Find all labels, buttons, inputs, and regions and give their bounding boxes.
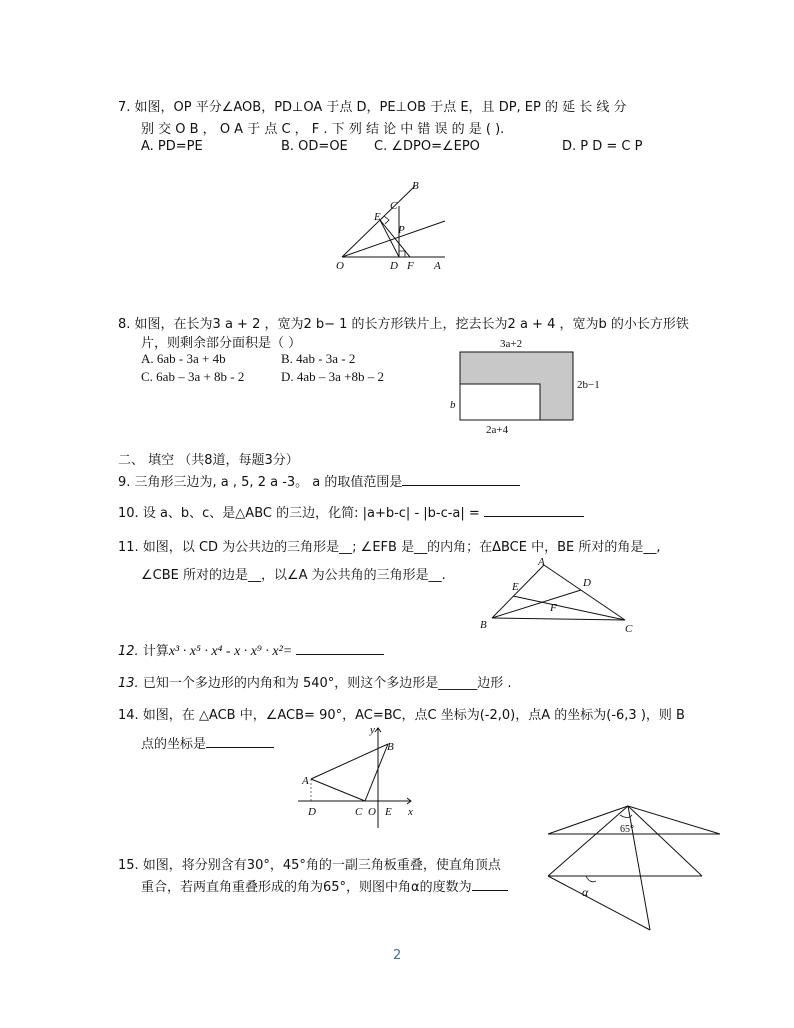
q14-label-e: E bbox=[385, 806, 392, 818]
q12-number: 12. bbox=[118, 644, 139, 659]
q10-text bbox=[118, 502, 584, 521]
q15-line1: 15. 如图，将分别含有30°，45°角的一副三角板重叠，使直角顶点 bbox=[118, 858, 501, 873]
q15-line2: 重合，若两直角重叠形成的角为65°，则图中角α的度数为 bbox=[141, 880, 472, 895]
q7-option-d: D. P D = C P bbox=[562, 139, 643, 154]
q7-label-e: E bbox=[374, 211, 381, 223]
q7-line2: 别 交 O B ， O A 于 点 C ， F . 下 列 结 论 中 错 误 的 是 ( ). bbox=[141, 122, 505, 137]
q13-question: 已知一个多边形的内角和为 540°，则这个多边形是______边形 . bbox=[142, 676, 512, 691]
q14-line1: 14. 如图，在 △ACB 中，∠ACB= 90°，AC=BC，点C 坐标为(-2,0)，点A 的坐标为(-6,3 )，则 B bbox=[118, 708, 685, 723]
q7-label-d: D bbox=[390, 260, 398, 272]
q11-line1: 11. 如图，以 CD 为公共边的三角形是__; ∠EFB 是__的内角；在ΔBCE 中，BE 所对的角是__, bbox=[118, 540, 661, 555]
q7-line1: 7. 如图，OP 平分∠AOB，PD⊥OA 于点 D，PE⊥OB 于点 E，且 DP, EP 的 延 长 线 分 bbox=[118, 100, 627, 115]
q12-expression: x³ · x⁵ · x⁴ - x · x⁹ · x²= bbox=[168, 644, 293, 659]
q11-line2: ∠CBE 所对的边是__，以∠A 为公共角的三角形是__. bbox=[141, 568, 446, 583]
q10-question: 10. 设 a、b、c、是△ABC 的三边，化简: |a+b-c| - |b-c-a| = bbox=[118, 506, 480, 521]
q14-line2: 点的坐标是 bbox=[141, 737, 207, 752]
q14-label-y: y bbox=[370, 724, 375, 736]
q11-label-b: B bbox=[480, 619, 487, 631]
q14-label-d: D bbox=[308, 806, 316, 818]
q12-answer-blank bbox=[296, 642, 384, 655]
q7-label-f: F bbox=[407, 260, 414, 272]
q15-answer-blank bbox=[472, 878, 508, 891]
q7-label-p: P bbox=[398, 224, 405, 236]
q7-label-a: A bbox=[434, 260, 441, 272]
q10-answer-blank bbox=[484, 504, 584, 517]
q14-label-x: x bbox=[408, 806, 413, 818]
q13-text bbox=[118, 672, 512, 691]
q14-line2-wrap bbox=[141, 733, 274, 752]
q14-figure bbox=[293, 723, 423, 833]
q8-line2: 片，则剩余部分面积是（ ） bbox=[141, 336, 302, 351]
q7-figure bbox=[330, 176, 460, 276]
q7-label-c: C bbox=[390, 200, 398, 212]
q15-angle-label: 65° bbox=[620, 824, 634, 835]
q9-text bbox=[118, 471, 520, 490]
q9-answer-blank bbox=[402, 473, 520, 486]
q11-label-c: C bbox=[625, 623, 633, 635]
q12-text bbox=[118, 640, 384, 660]
q14-label-c: C bbox=[355, 806, 363, 818]
q11-label-f: F bbox=[550, 602, 557, 614]
q12-prefix: 计算 bbox=[142, 644, 169, 659]
q14-label-a: A bbox=[302, 775, 309, 787]
q8-option-a: A. 6ab - 3a + 4b bbox=[141, 351, 226, 366]
q8-label-right: 2b−1 bbox=[577, 379, 600, 391]
q7-option-a: A. PD=PE bbox=[141, 139, 203, 154]
q8-figure bbox=[440, 334, 620, 438]
q8-line1: 8. 如图，在长为3 a + 2 ，宽为2 b− 1 的长方形铁片上，挖去长为2 a + 4 ，宽为b 的小长方形铁 bbox=[118, 317, 689, 332]
q7-option-c: C. ∠DPO=∠EPO bbox=[374, 139, 480, 154]
q7-label-o: O bbox=[336, 260, 344, 272]
q15-line2-wrap bbox=[141, 876, 508, 895]
q11-label-d: D bbox=[583, 577, 591, 589]
q8-option-d: D. 4ab – 3a +8b – 2 bbox=[281, 369, 385, 384]
q8-option-c: C. 6ab – 3a + 8b - 2 bbox=[141, 369, 245, 384]
q14-label-b: B bbox=[387, 741, 394, 753]
q11-figure bbox=[470, 556, 640, 636]
q7-label-b: B bbox=[412, 180, 419, 192]
q14-label-o: O bbox=[368, 806, 376, 818]
q11-label-e: E bbox=[512, 581, 519, 593]
q9-question: 9. 三角形三边为, a , 5, 2 a -3。 a 的取值范围是 bbox=[118, 475, 403, 490]
q7-option-b: B. OD=OE bbox=[281, 139, 348, 154]
q14-answer-blank bbox=[206, 735, 274, 748]
q13-number: 13. bbox=[118, 676, 139, 691]
q8-label-left: b bbox=[450, 399, 456, 411]
q11-label-a: A bbox=[538, 556, 545, 568]
section-title: 二、 填空 （共8道，每题3分） bbox=[118, 453, 299, 468]
page-number: 2 bbox=[393, 948, 402, 963]
q8-option-b: B. 4ab - 3a - 2 bbox=[281, 351, 356, 366]
q8-label-top: 3a+2 bbox=[500, 338, 523, 350]
q15-alpha-label: α bbox=[582, 885, 589, 899]
q8-label-bottom: 2a+4 bbox=[486, 424, 509, 436]
q15-figure bbox=[540, 796, 726, 936]
